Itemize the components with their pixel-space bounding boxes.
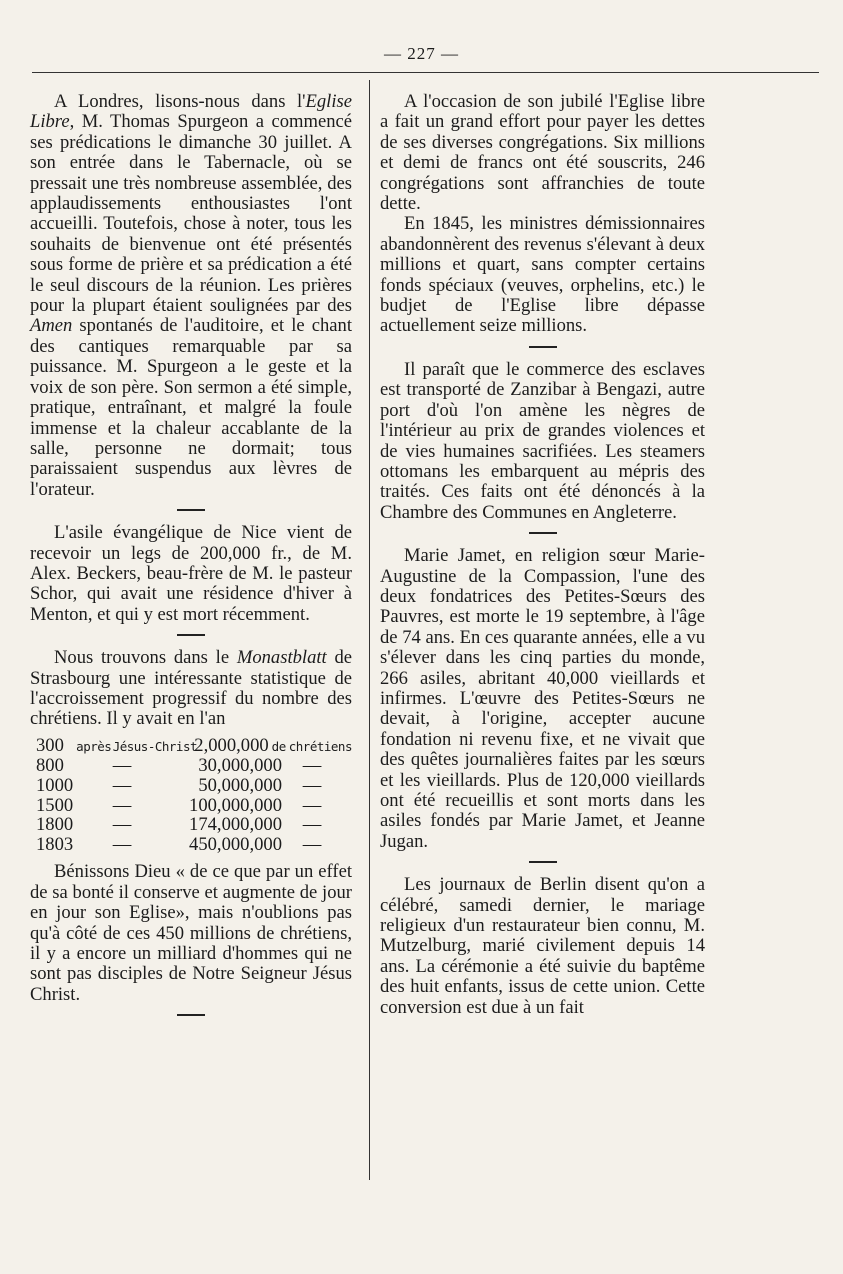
- column-divider: [369, 80, 370, 1180]
- stats-header-row: 300 après Jésus-Christ 2,000,000 de chrétiens: [36, 734, 352, 756]
- article-jubilee-continued: En 1845, les ministres démissionnaires abandonnèrent des revenus s'élevant à deux millions et quart, sans compter certains fonds spéciaux (veuves, orphelins, etc.) le budjet de l'Eglise libre dépasse actuellement seize millions.: [380, 213, 705, 337]
- article-marie-jamet: Marie Jamet, en religion sœur Marie-Augustine de la Compassion, l'une des deux fondatrices des Petites-Sœurs des Pauvres, est morte le 19 septembre, à l'âge de 74 ans. En ces quarante années, elle a vu s'élever dans les cinq parties du monde, 266 asiles, abritant 40,000 vieillards et infirmes. L'œuvre des Petites-Sœurs ne devait, à l'origine, accepter aucune fondation ni revenu fixe, et ne vivait que des quêtes journalières faites par les sœurs et les vieillards. Plus de 120,000 vieillards ont été recueillis et sont morts dans les asiles fondés par Marie Jamet, et Jeanne Jugan.: [380, 545, 705, 852]
- article-separator: [177, 1014, 205, 1016]
- left-column: [30, 92, 352, 1028]
- stats-row: 1500 — 100,000,000 —: [36, 794, 322, 816]
- article-separator: [529, 861, 557, 863]
- page-number: — 227 —: [384, 44, 459, 63]
- article-separator: [529, 532, 557, 534]
- article-separator: [529, 346, 557, 348]
- article-strasbourg-conclusion: Bénissons Dieu « de ce que par un effet de sa bonté il conserve et augmente de jour en jour son Eglise», mais n'oublions pas qu'à côté de ces 450 millions de chrétiens, il y a encore un milliard d'hommes qui ne sont pas disciples de Notre Seigneur Jésus Christ.: [30, 861, 352, 1005]
- article-berlin-marriage: Les journaux de Berlin disent qu'on a célébré, samedi dernier, le mariage religieux d'un restaurateur bien connu, M. Mutzelburg, marié civilement depuis 14 ans. La cérémonie a été suivie du baptême des huit enfants, issus de cette union. Cette conversion est due à un fait: [380, 874, 705, 1018]
- article-nice-asylum: L'asile évangélique de Nice vient de recevoir un legs de 200,000 fr., de M. Alex. Beckers, beau-frère de M. le pasteur Schor, qui avait une résidence d'hiver à Menton, et qui y est mort récemment.: [30, 522, 352, 625]
- article-spurgeon: A Londres, lisons-nous dans l'Eglise Libre, M. Thomas Spurgeon a commencé ses prédications le dimanche 30 juillet. A son entrée dans le Tabernacle, où se pressait une très nombreuse assemblée, des applaudissements enthousiastes l'ont accueilli. Toutefois, chose à noter, tous les souhaits de bienvenue ont été présentés sous forme de prière et sa prédication a été le seul discours de la réunion. Les prières pour la plupart étaient soulignées par des Amen spontanés de l'auditoire, et le chant des cantiques remarquable par sa puissance. M. Spurgeon a le geste et la voix de son père. Son sermon a été simple, pratique, entraînant, et malgré la foule immense et la chaleur accablante de la salle, personne ne dormait; tous paraissaient suspendus aux lèvres de l'orateur.: [30, 91, 352, 500]
- article-slave-trade: Il paraît que le commerce des esclaves est transporté de Zanzibar à Bengazi, autre port d'où l'on amène les nègres de l'intérieur au prix de grandes violences et de vies humaines sacrifiées. Les steamers ottomans les embarquent au mépris des traités. Ces faits ont été dénoncés à la Chambre des Communes en Angleterre.: [380, 358, 705, 523]
- stats-row: 1000 — 50,000,000 —: [36, 774, 322, 796]
- right-column: [380, 92, 705, 1018]
- stats-row: 1800 — 174,000,000 —: [36, 814, 322, 836]
- header-rule: [32, 72, 819, 73]
- christians-statistics-table: [36, 736, 352, 855]
- article-separator: [177, 634, 205, 636]
- article-strasbourg-stats: Nous trouvons dans le Monastblatt de Strasbourg une intéressante statistique de l'accroissement progressif du nombre des chrétiens. Il y avait en l'an: [30, 647, 352, 730]
- article-jubilee: A l'occasion de son jubilé l'Eglise libre a fait un grand effort pour payer les dettes de ses diverses congrégations. Six millions et demi de francs ont été souscrits, 246 congrégations sont affranchies de toute dette.: [380, 91, 705, 215]
- stats-row: 800 — 30,000,000 —: [36, 755, 322, 777]
- stats-row: 1803 — 450,000,000 —: [36, 833, 322, 855]
- article-separator: [177, 509, 205, 511]
